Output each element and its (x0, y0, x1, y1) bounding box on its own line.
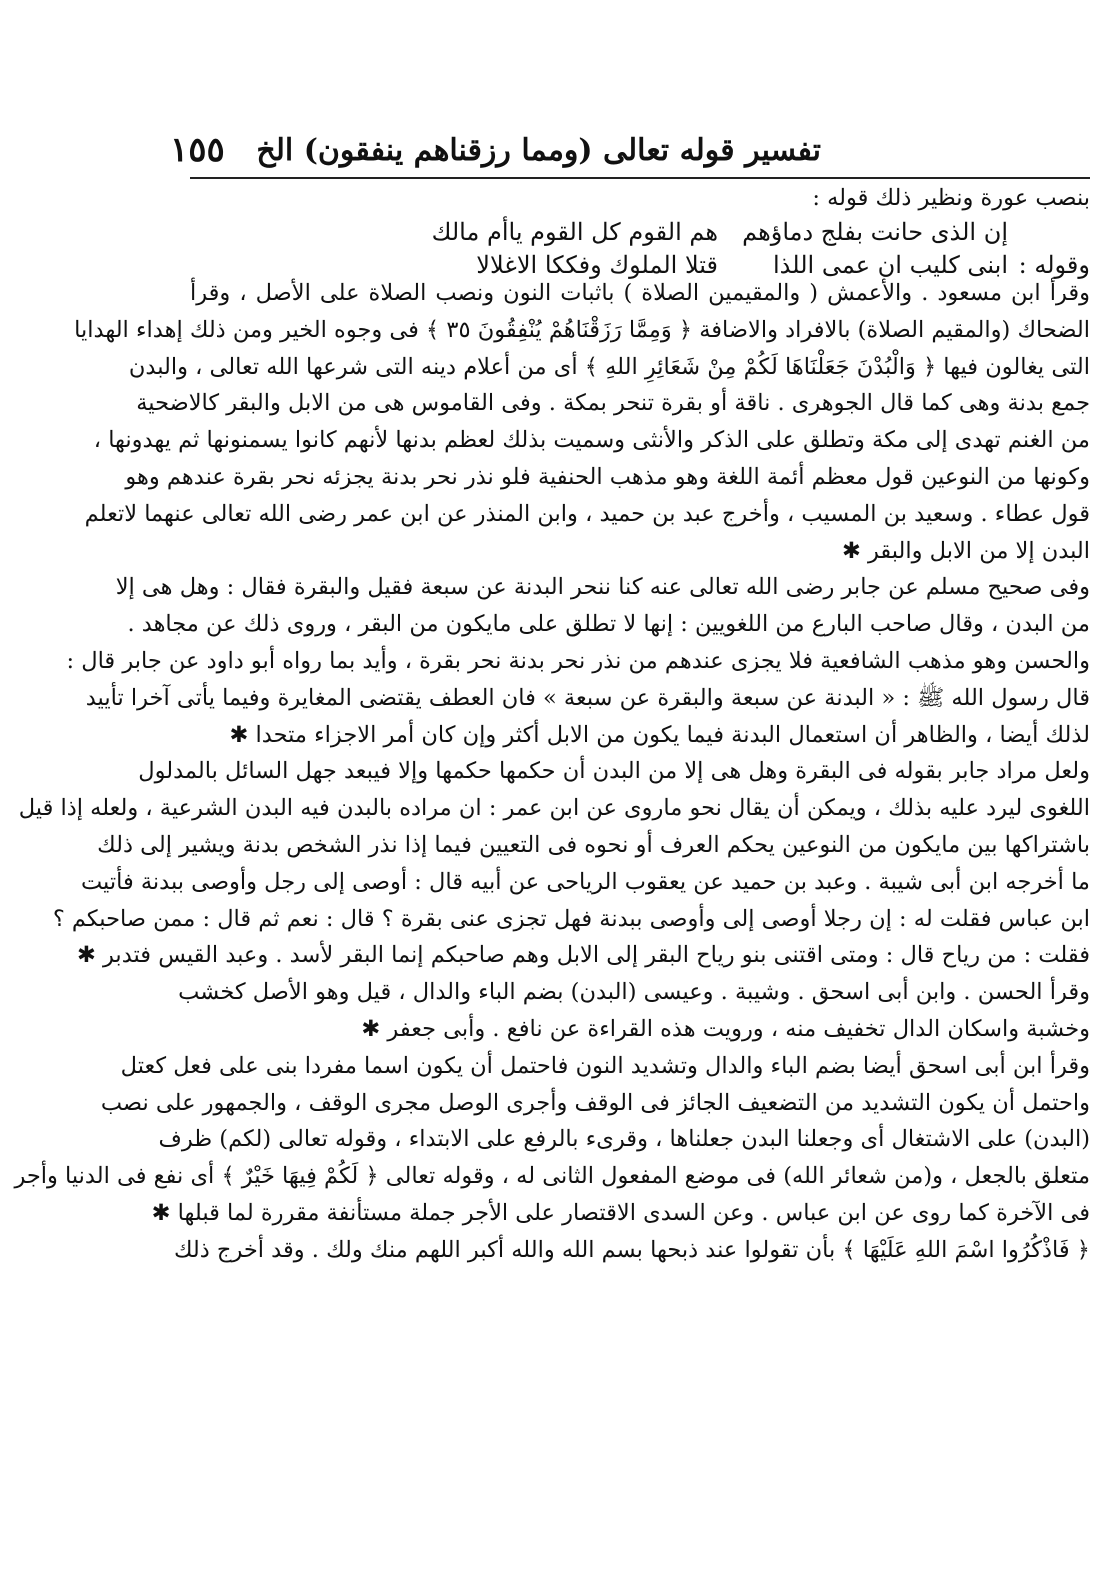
text-line: من البدن ، وقال صاحب البارع من اللغويين : إنها لا تطلق على مايكون من البقر ، وروى ذلك عن مجاهد . (127, 611, 1090, 638)
verse-first-hemistich: إن الذى حانت بفلج دماؤهم (742, 218, 1008, 246)
poem-verse (190, 249, 1090, 282)
text-line: التى يغالون فيها ﴿ وَالْبُدْنَ جَعَلْنَاهَا لَكُمْ مِنْ شَعَائِرِ اللهِ ﴾ أى من أعلام دينه التى شرعها الله تعالى ، والبدن (128, 353, 1090, 380)
verse-lead: وقوله : (1018, 251, 1090, 279)
verse-first-hemistich: ابنى كليب ان عمى اللذا (773, 251, 1008, 279)
text-line: من الغنم تهدى إلى مكة وتطلق على الذكر والأنثى وسميت بذلك لعظم بدنها لأنهم كانوا يسمنونها ثم يهدونها ، (93, 427, 1090, 454)
header-rule (190, 177, 1090, 179)
text-line: متعلق بالجعل ، و(من شعائر الله) فى موضع المفعول الثانى له ، وقوله تعالى ﴿ لَكُمْ فِيهَا خَيْرٌ ﴾ أى نفع فى الدنيا وأجر (14, 1163, 1090, 1190)
text-line: وخشبة واسكان الدال تخفيف منه ، ورويت هذه القراءة عن نافع . وأبى جعفر ✱ (361, 1015, 1090, 1042)
page-number: ١٥٥ (170, 130, 225, 170)
text-line: باشتراكها بين مايكون من النوعين يحكم العرف أو نحوه فى التعيين فيما إذا نذر الشخص بدنة ويشير إلى ذلك (97, 831, 1090, 858)
text-line: فقلت : من رياح قال : ومتى اقتنى بنو رياح البقر إلى الابل وهم صاحبكم إنما البقر لأسد . وعبد القيس فتدبر ✱ (77, 942, 1090, 969)
text-line: وكونها من النوعين قول معظم أئمة اللغة وهو مذهب الحنفية فلو نذر نحر بدنة يجزئه نحر بقرة عندهم وهو (125, 463, 1090, 490)
text-line: (البدن) على الاشتغال أى وجعلنا البدن جعلناها ، وقرىء بالرفع على الابتداء ، وقوله تعالى (لكم) ظرف (158, 1126, 1090, 1153)
intro-line: بنصب عورة ونظير ذلك قوله : (812, 185, 1090, 211)
text-line: والحسن وهو مذهب الشافعية فلا يجزى عندهم من نذر نحر بدنة نحر بقرة ، وأيد بما رواه أبو داود عن جابر قال : (66, 647, 1090, 674)
page-header (170, 124, 821, 176)
page-body (14, 180, 1090, 1276)
verse-second-hemistich: هم القوم كل القوم ياأم مالك (431, 218, 718, 246)
text-line: ابن عباس فقلت له : إن رجلا أوصى إلى وأوصى ببدنة فهل تجزى عنى بقرة ؟ قال : نعم ثم قال : ممن صاحبكم ؟ (52, 905, 1090, 932)
text-line: لذلك أيضا ، والظاهر أن استعمال البدنة فيما يكون من الابل أكثر وإن كان أمر الاجزاء متحدا ✱ (229, 721, 1090, 748)
text-line: وقرأ ابن مسعود . والأعمش ( والمقيمين الصلاة ) باثبات النون ونصب الصلاة على الأصل ، وقرأ (190, 280, 1090, 306)
text-line: الضحاك (والمقيم الصلاة) بالافراد والاضافة ﴿ وَمِمَّا رَزَقْنَاهُمْ يُنْفِقُونَ ٣٥ ﴾ فى وجوه الخير ومن ذلك إهداء الهدايا (74, 316, 1090, 343)
verse-lead (1008, 216, 1090, 249)
verse-second-hemistich: قتلا الملوك وفككا الاغلالا (476, 251, 718, 279)
text-line: البدن إلا من الابل والبقر ✱ (841, 537, 1090, 564)
text-line: واحتمل أن يكون التشديد من التضعيف الجائز فى الوقف وأجرى الوصل مجرى الوقف ، والجمهور على نصب (100, 1089, 1090, 1116)
text-line: ﴿ فَاذْكُرُوا اسْمَ اللهِ عَلَيْهَا ﴾ بأن تقولوا عند ذبحها بسم الله والله أكبر اللهم منك ولك . وقد أخرج ذلك (173, 1236, 1090, 1263)
text-line: جمع بدنة وهى كما قال الجوهرى . ناقة أو بقرة تنحر بمكة . وفى القاموس هى من الابل والبقر كالاضحية (136, 390, 1090, 417)
text-line: ولعل مراد جابر بقوله فى البقرة وهل هى إلا من البدن أن حكمها حكمها وإلا فيبعد جهل السائل بالمدلول (138, 758, 1090, 785)
verse-gap (718, 249, 748, 282)
text-line: قول عطاء . وسعيد بن المسيب ، وأخرج عبد بن حميد ، وابن المنذر عن ابن عمر رضى الله تعالى عنهما لاتعلم (84, 500, 1090, 527)
verse-gap (718, 216, 748, 249)
text-line: اللغوى ليرد عليه بذلك ، ويمكن أن يقال نحو ماروى عن ابن عمر : ان مراده بالبدن فيه البدن الشرعية ، ولعله إذا قيل (18, 795, 1090, 822)
text-line: وقرأ ابن أبى اسحق أيضا بضم الباء والدال وتشديد النون فاحتمل أن يكون اسما مفردا بنى على فعل كعتل (120, 1052, 1090, 1079)
text-line: ما أخرجه ابن أبى شيبة . وعبد بن حميد عن يعقوب الرياحى عن أبيه قال : أوصى إلى رجل وأوصى ببدنة فأتيت (80, 868, 1090, 895)
text-line: وفى صحيح مسلم عن جابر رضى الله تعالى عنه كنا ننحر البدنة عن سبعة فقيل والبقرة فقال : وهل هى إلا (115, 574, 1090, 601)
poem-verse (190, 216, 1090, 249)
text-line: قال رسول الله ﷺ : « البدنة عن سبعة والبقرة عن سبعة » فان العطف يقتضى المغايرة وفيما يأتى آخرا تأييد (85, 684, 1090, 711)
text-line: فى الآخرة كما روى عن ابن عباس . وعن السدى الاقتصار على الأجر جملة مستأنفة مقررة لما قبلها ✱ (151, 1199, 1090, 1226)
text-line: وقرأ الحسن . وابن أبى اسحق . وشيبة . وعيسى (البدن) بضم الباء والدال ، قيل وهو الأصل كخشب (178, 979, 1090, 1006)
running-title: تفسير قوله تعالى (ومما رزقناهم ينفقون) الخ (256, 132, 821, 168)
